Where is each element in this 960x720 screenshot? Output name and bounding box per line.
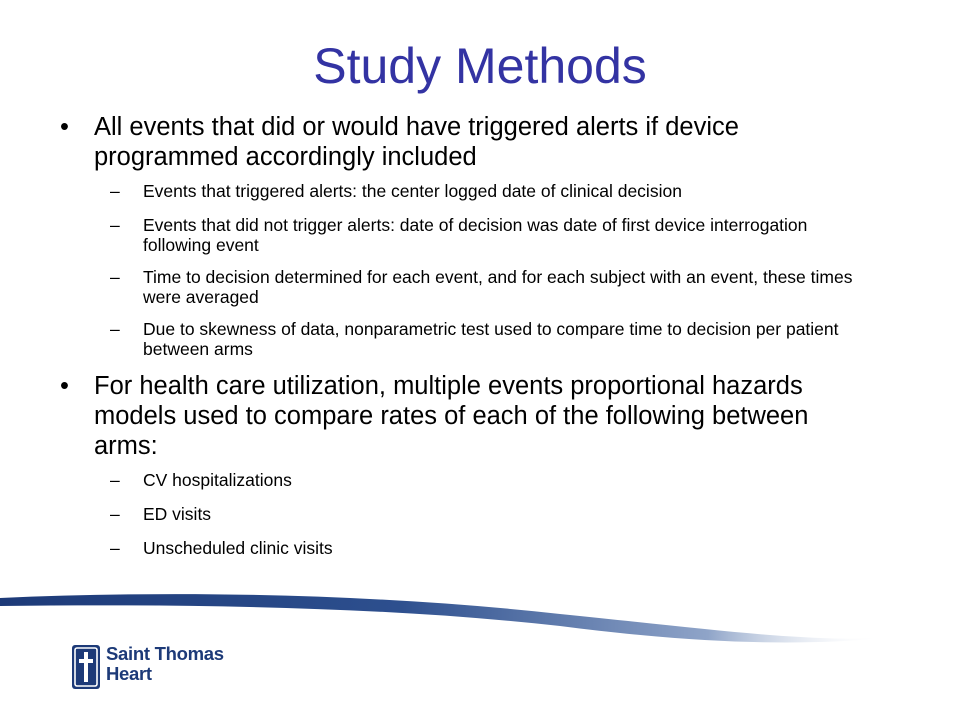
dash-glyph: –	[110, 538, 120, 558]
sub-bullet-text: Unscheduled clinic visits	[143, 538, 333, 558]
bullet-1-subs	[60, 181, 860, 359]
bullet-glyph: •	[60, 113, 69, 141]
sub-bullet-text: ED visits	[143, 504, 212, 524]
dash-glyph: –	[110, 470, 120, 490]
sub-bullet-text: Events that triggered alerts: the center logged date of clinical decision	[143, 181, 682, 201]
sub-bullet-text: Events that did not trigger alerts: date of decision was date of first device interrogation following event	[143, 215, 808, 255]
bullet-glyph: •	[60, 372, 69, 400]
bullet-2-subs	[60, 470, 860, 558]
sub-bullet-1-4	[60, 319, 860, 359]
bullet-1-text: All events that did or would have triggered alerts if device programmed accordingly included	[94, 113, 739, 171]
sub-bullet-1-3	[60, 267, 860, 307]
slide-body	[60, 112, 860, 572]
sub-bullet-1-1	[60, 181, 860, 201]
sub-bullet-text: Due to skewness of data, nonparametric test used to compare time to decision per patient between arms	[143, 319, 839, 359]
logo-line-2: Heart	[106, 663, 152, 684]
bullet-2	[60, 371, 860, 461]
sub-bullet-text: CV hospitalizations	[143, 470, 292, 490]
dash-glyph: –	[110, 267, 120, 287]
slide-title: Study Methods	[313, 38, 647, 94]
bullet-2-text: For health care utilization, multiple events proportional hazards models used to compare rates of each of the following between arms:	[94, 372, 809, 460]
bullet-1	[60, 112, 860, 172]
sub-bullet-2-2	[60, 504, 860, 524]
dash-glyph: –	[110, 181, 120, 201]
cross-shield-icon	[71, 644, 101, 690]
sub-bullet-1-2	[60, 215, 860, 255]
footer-logo	[106, 644, 224, 684]
sub-bullet-2-1	[60, 470, 860, 490]
sub-bullet-2-3	[60, 538, 860, 558]
dash-glyph: –	[110, 319, 120, 339]
logo-line-1: Saint Thomas	[106, 643, 224, 664]
dash-glyph: –	[110, 504, 120, 524]
dash-glyph: –	[110, 215, 120, 235]
sub-bullet-text: Time to decision determined for each event, and for each subject with an event, these times were averaged	[143, 267, 853, 307]
